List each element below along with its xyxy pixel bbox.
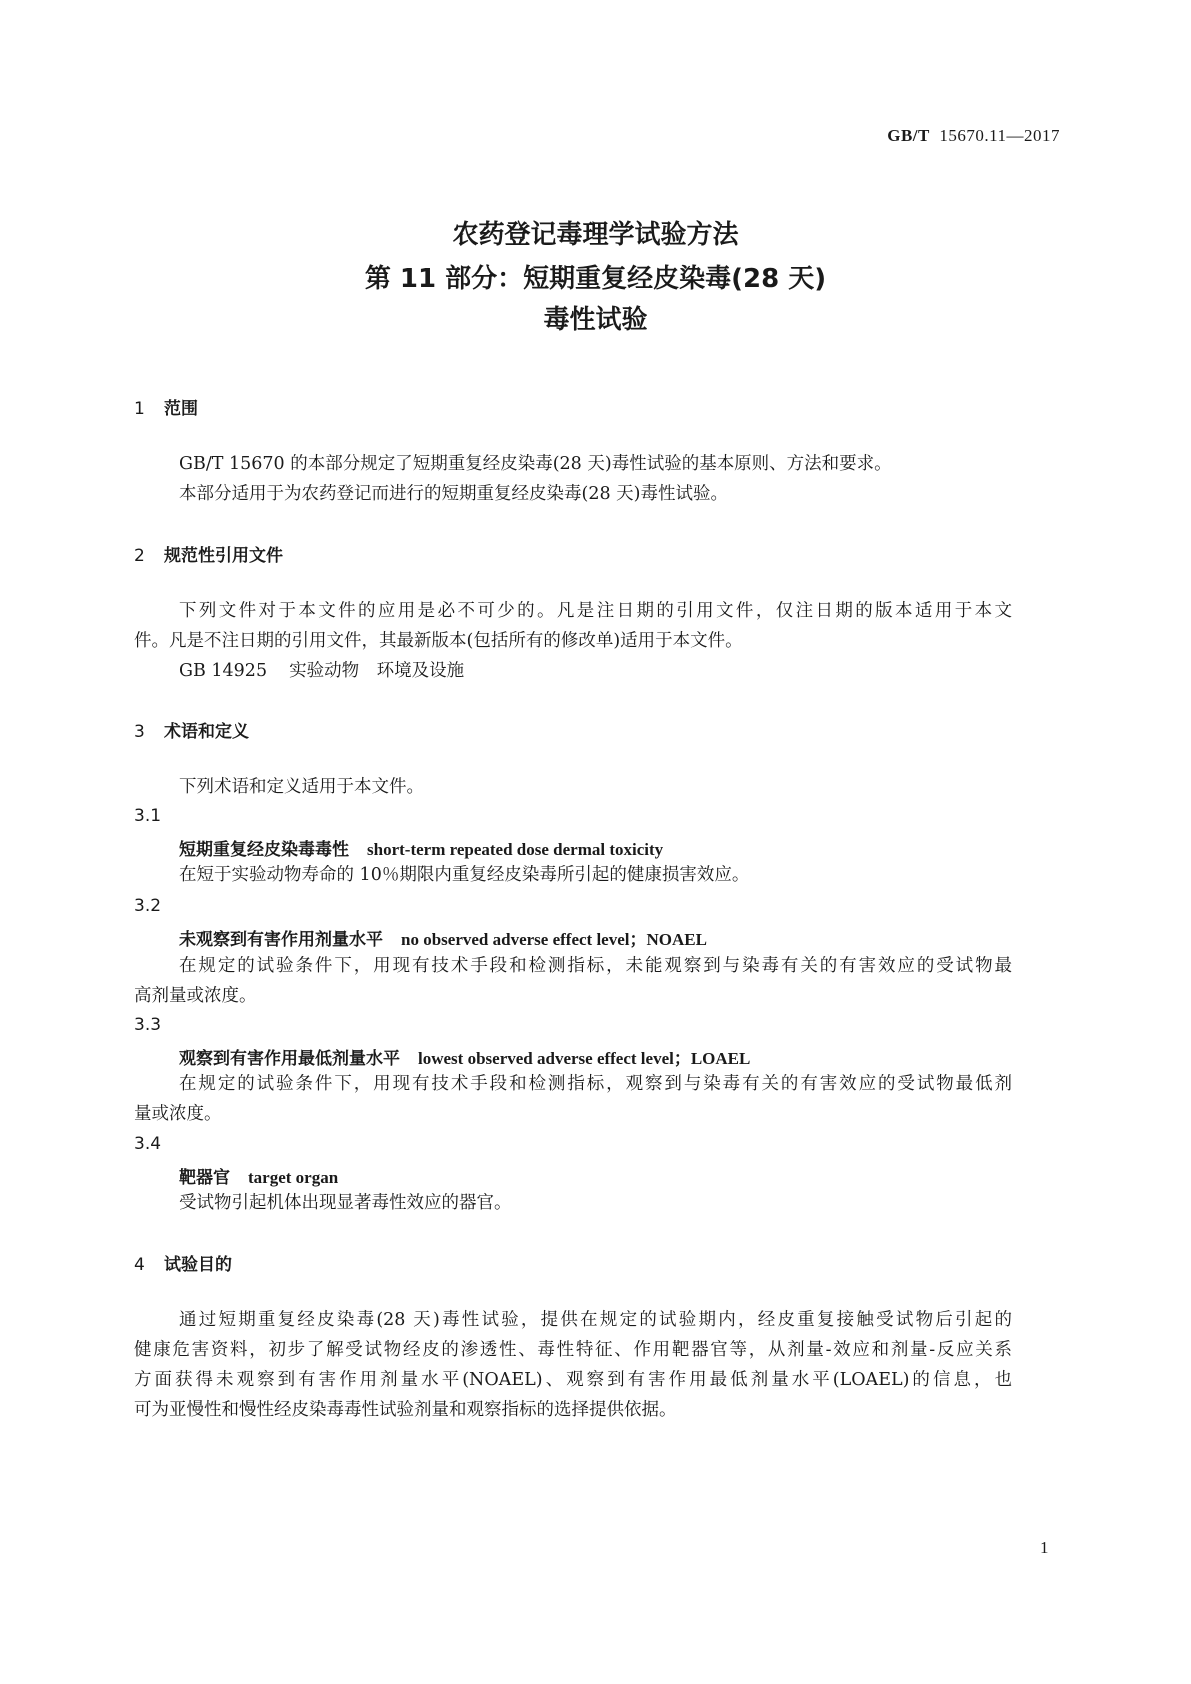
section-number: 4 [134, 1255, 145, 1275]
reference-title: 实验动物 环境及设施 [289, 661, 465, 681]
section-heading-terms [134, 717, 249, 742]
term-chinese: 观察到有害作用最低剂量水平 [179, 1049, 400, 1069]
section-heading-scope [134, 394, 198, 419]
section-title: 术语和定义 [164, 722, 249, 742]
scope-paragraph-2: 本部分适用于为农药登记而进行的短期重复经皮染毒(28 天)毒性试验。 [179, 484, 728, 504]
section-number: 3 [134, 722, 145, 742]
purpose-line-3: 方面获得未观察到有害作用剂量水平(NOAEL)、观察到有害作用最低剂量水平(LOAEL)的信息，也 [134, 1370, 1012, 1390]
term-definition: 受试物引起机体出现显著毒性效应的器官。 [179, 1193, 512, 1213]
reference-code: GB 14925 [179, 661, 268, 681]
term-english: target organ [248, 1168, 339, 1187]
purpose-line-2: 健康危害资料，初步了解受试物经皮的渗透性、毒性特征、作用靶器官等，从剂量-效应和剂量-反应关系 [134, 1340, 1012, 1360]
section-title: 规范性引用文件 [164, 546, 283, 566]
section-title: 范围 [164, 399, 198, 419]
standard-number [887, 126, 1060, 146]
section-heading-purpose [134, 1250, 232, 1275]
document-title-line1: 农药登记毒理学试验方法 [452, 220, 739, 250]
purpose-line-4: 可为亚慢性和慢性经皮染毒毒性试验剂量和观察指标的选择提供依据。 [134, 1400, 677, 1420]
standard-code: 15670.11—2017 [939, 126, 1060, 145]
term-entry [179, 1163, 338, 1188]
term-chinese: 未观察到有害作用剂量水平 [179, 930, 383, 950]
standard-prefix: GB/T [887, 126, 930, 145]
page-number: 1 [1040, 1538, 1049, 1557]
term-entry [179, 925, 707, 950]
terms-intro: 下列术语和定义适用于本文件。 [179, 777, 424, 797]
refs-paragraph-line1: 下列文件对于本文件的应用是必不可少的。凡是注日期的引用文件，仅注日期的版本适用于本文 [179, 601, 1012, 621]
section-number: 2 [134, 546, 145, 566]
term-chinese: 靶器官 [179, 1168, 230, 1188]
purpose-line-1: 通过短期重复经皮染毒(28 天)毒性试验，提供在规定的试验期内，经皮重复接触受试物后引起的 [179, 1310, 1012, 1330]
document-title-line2: 第 11 部分：短期重复经皮染毒(28 天) [364, 264, 827, 294]
term-definition: 在短于实验动物寿命的 10％期限内重复经皮染毒所引起的健康损害效应。 [179, 865, 750, 885]
term-number: 3.2 [134, 896, 162, 916]
term-number: 3.1 [134, 806, 162, 826]
document-title-line3: 毒性试验 [543, 305, 648, 335]
refs-paragraph-line2: 件。凡是不注日期的引用文件，其最新版本(包括所有的修改单)适用于本文件。 [134, 631, 743, 651]
term-chinese: 短期重复经皮染毒毒性 [179, 840, 349, 860]
term-definition-line2: 高剂量或浓度。 [134, 986, 257, 1006]
term-entry [179, 1044, 750, 1069]
term-definition-line2: 量或浓度。 [134, 1104, 222, 1124]
section-heading-normative-refs [134, 541, 283, 566]
term-english: lowest observed adverse effect level；LOAEL [418, 1049, 751, 1068]
term-definition-line1: 在规定的试验条件下，用现有技术手段和检测指标，观察到与染毒有关的有害效应的受试物最低剂 [179, 1074, 1012, 1094]
reference-entry [179, 656, 464, 686]
scope-paragraph-1: GB/T 15670 的本部分规定了短期重复经皮染毒(28 天)毒性试验的基本原则、方法和要求。 [179, 454, 892, 474]
term-english: short-term repeated dose dermal toxicity [367, 840, 664, 859]
section-title: 试验目的 [164, 1255, 232, 1275]
term-entry [179, 835, 663, 860]
term-number: 3.4 [134, 1134, 162, 1154]
term-definition-line1: 在规定的试验条件下，用现有技术手段和检测指标，未能观察到与染毒有关的有害效应的受试物最 [179, 956, 1012, 976]
term-number: 3.3 [134, 1015, 162, 1035]
section-number: 1 [134, 399, 145, 419]
term-english: no observed adverse effect level；NOAEL [401, 930, 707, 949]
